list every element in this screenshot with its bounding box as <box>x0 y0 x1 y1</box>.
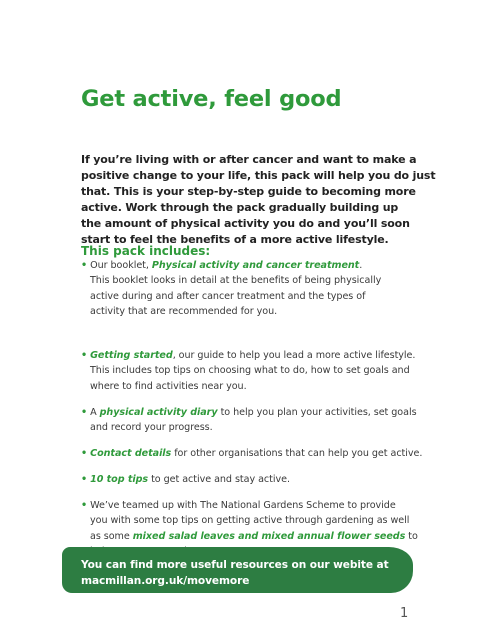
bullet-icon: • <box>81 500 88 511</box>
item-text: , our guide to help you lead a more active lifestyle. <box>172 350 416 361</box>
contact-title: Contact details <box>90 448 172 459</box>
page-number: 1 <box>400 606 409 621</box>
list-item-top-tips <box>81 472 426 487</box>
diary-title: physical activity diary <box>99 407 218 418</box>
list-item-mixed-line <box>81 529 426 544</box>
resources-banner-text <box>81 557 389 589</box>
guide-title: Getting started <box>90 350 173 361</box>
list-item-diary <box>81 405 426 436</box>
intro-line: the amount of physical activity you do and you’ll soon <box>81 217 410 230</box>
bullet-icon: • <box>81 350 88 361</box>
item-text: We’ve teamed up with The National Gardens Scheme to provide <box>90 500 396 511</box>
seeds-highlight: mixed salad leaves and mixed annual flower seeds <box>132 530 406 542</box>
bullet-icon: • <box>81 407 88 418</box>
item-text: to help you plan your activities, set goals <box>217 407 417 418</box>
includes-heading: This pack includes: <box>81 244 211 258</box>
banner-link[interactable]: macmillan.org.uk/movemore <box>81 575 250 587</box>
list-item-first-line <box>81 472 426 487</box>
list-item-first-line <box>81 446 426 461</box>
item-text: for other organisations that can help you get active. <box>171 448 423 459</box>
list-item-contact-details <box>81 446 426 461</box>
list-item-line: This includes top tips on choosing what to do, how to set goals and <box>90 365 410 377</box>
tips-title: 10 top tips <box>90 474 149 485</box>
banner-line: You can find more useful resources on our webite at <box>81 559 389 571</box>
list-item-line: activity that are recommended for you. <box>90 306 278 318</box>
intro-line: that. This is your step-by-step guide to becoming more <box>81 185 416 198</box>
item-text: to <box>405 530 418 542</box>
item-text: A <box>90 407 100 418</box>
list-item-first-line <box>81 498 426 513</box>
list-item-line: active during and after cancer treatment and the types of <box>90 290 366 302</box>
item-text: to get active and stay active. <box>148 474 290 485</box>
item-text: as some <box>90 530 133 542</box>
list-item-first-line <box>81 348 426 363</box>
booklet-title: Physical activity and cancer treatment <box>151 260 360 271</box>
intro-line: active. Work through the pack gradually building up <box>81 201 399 214</box>
list-item-first-line <box>81 405 426 420</box>
intro-line: start to feel the benefits of a more active lifestyle. <box>81 233 389 246</box>
list-item-booklet <box>81 258 426 320</box>
intro-line: If you’re living with or after cancer and want to make a <box>81 153 417 166</box>
bullet-icon: • <box>81 260 88 271</box>
page-title: Get active, feel good <box>81 86 342 112</box>
list-item-first-line <box>81 258 426 273</box>
list-item-line: where to find activities near you. <box>90 380 247 392</box>
list-item-line: This booklet looks in detail at the benefits of being physically <box>90 275 382 287</box>
item-text: . <box>359 260 363 271</box>
intro-paragraph <box>81 152 436 248</box>
bullet-icon: • <box>81 448 88 459</box>
item-text: Our booklet, <box>90 260 152 271</box>
list-item-getting-started <box>81 348 426 394</box>
list-item-line: and record your progress. <box>90 422 213 434</box>
intro-line: positive change to your life, this pack will help you do just <box>81 169 436 182</box>
list-item-line: you with some top tips on getting active through gardening as well <box>90 515 410 527</box>
bullet-icon: • <box>81 474 88 485</box>
